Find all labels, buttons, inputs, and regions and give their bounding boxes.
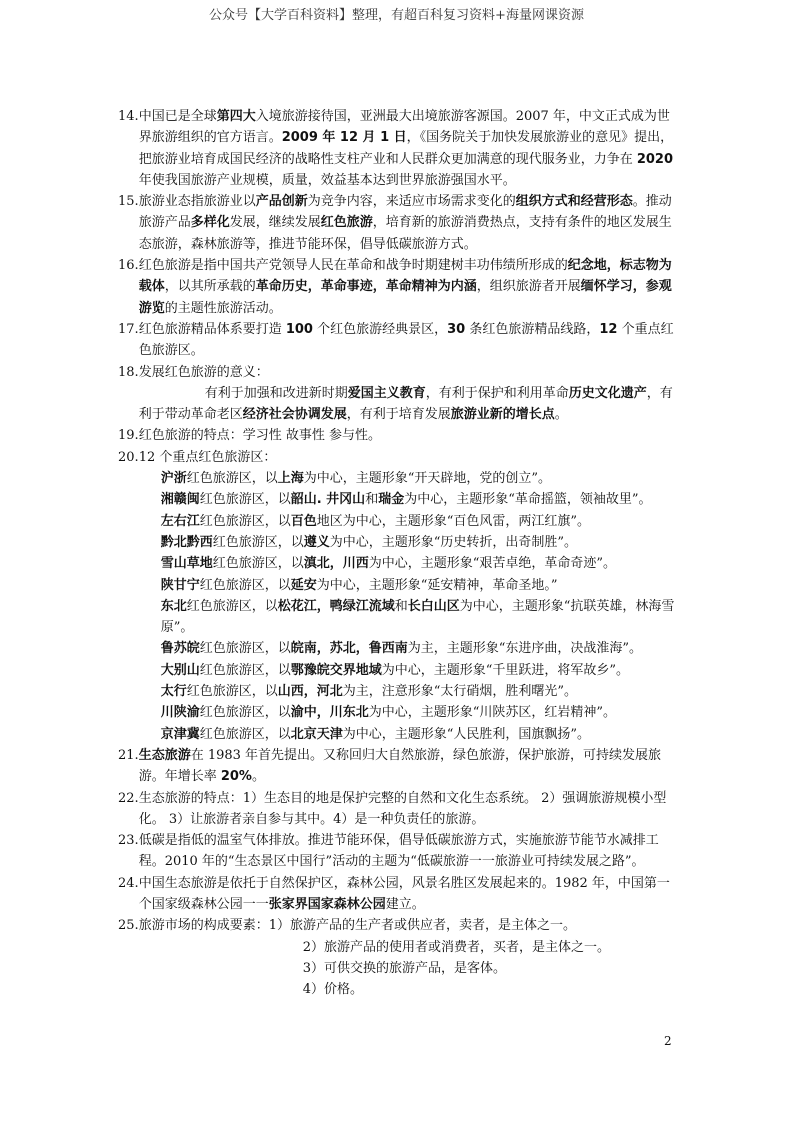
item-title: 12 个重点红色旅游区：	[138, 449, 277, 465]
zone-item: 左右江红色旅游区，以百色地区为中心，主题形象“百色风雷，两江红旗”。	[160, 513, 591, 529]
item-18	[118, 362, 678, 426]
document-body	[118, 106, 678, 1000]
element-line: 2）旅游产品的使用者或消费者，买者，是主体之一。	[302, 939, 610, 955]
item-20	[118, 447, 678, 745]
zone-item: 黔北黔西红色旅游区，以遵义为中心，主题形象“历史转折，出奇制胜”。	[160, 534, 578, 550]
zone-item: 东北红色旅游区，以松花江，鸭绿江流域和长白山区为中心，主题形象“抗联英雄，林海雪原”。	[160, 598, 675, 636]
item-23	[118, 830, 678, 873]
item-number: 24.	[118, 875, 139, 891]
item-16	[118, 255, 678, 319]
item-number: 23.	[118, 833, 139, 849]
item-22	[118, 788, 678, 831]
element-line: 4）价格。	[302, 982, 363, 998]
item-text: 旅游业态指旅游业以产品创新为竞争内容，来适应市场需求变化的组织方式和经营形态。推动旅游产品多样化发展，继续发展红色旅游，培育新的旅游消费热点，支持有条件的地区发展生态旅游，森林旅游等，推进节能环保，倡导低碳旅游方式。	[138, 194, 672, 252]
item-number: 20.	[118, 449, 139, 465]
item-number: 14.	[118, 109, 139, 124]
item-number: 19.	[118, 428, 139, 444]
zone-item: 陕甘宁红色旅游区，以延安为中心，主题形象“延安精神，革命圣地。”	[160, 577, 558, 593]
item-text: 中国已是全球第四大入境旅游接待国，亚洲最大出境旅游客源国。2007 年，中文正式成为世界旅游组织的官方语言。2009 年 12 月 1 日，《国务院关于加快发展旅游业的意见》提出，把旅游业培育成国民经济的战略性支柱产业和人民群众更加满意的现代服务业，力争在 2020 年使我国旅游产业规模，质量，效益基本达到世界旅游强国水平。	[138, 109, 674, 188]
item-number: 15.	[118, 194, 139, 210]
item-number: 21.	[118, 747, 139, 763]
item-text	[139, 362, 678, 426]
item-number: 16.	[118, 258, 139, 274]
zone-item: 太行红色旅游区，以山西，河北为主，注意形象“太行硝烟，胜利曙光”。	[160, 684, 578, 700]
zone-item: 鲁苏皖红色旅游区，以皖南，苏北，鲁西南为主，主题形象“东进序曲，决战淮海”。	[160, 641, 643, 657]
item-text: 中国生态旅游是依托于自然保护区，森林公园，风景名胜区发展起来的。1982 年，中国第一个国家级森林公园一一张家界国家森林公园建立。	[138, 875, 670, 912]
element-line: 3）可供交换的旅游产品，是客体。	[302, 960, 506, 976]
zone-item: 雪山草地红色旅游区，以滇北，川西为中心，主题形象“艰苦卓绝，革命奇迹”。	[160, 556, 617, 572]
zone-item: 沪浙红色旅游区，以上海为中心，主题形象“开天辟地，党的创立”。	[160, 471, 552, 487]
item-number: 17.	[118, 321, 139, 337]
item-number: 18.	[118, 364, 139, 380]
item-17	[118, 319, 678, 362]
item-text: 低碳是指低的温室气体排放。推进节能环保，倡导低碳旅游方式，实施旅游节能节水减排工程。2010 年的“生态景区中国行”活动的主题为“低碳旅游一一旅游业可持续发展之路”。	[138, 833, 659, 870]
item-15	[118, 191, 678, 255]
item-text: 红色旅游是指中国共产党领导人民在革命和战争时期建树丰功伟绩所形成的纪念地，标志物为载体，以其所承载的革命历史，革命事迹，革命精神为内涵，组织旅游者开展缅怀学习，参观游览的主题性旅游活动。	[138, 258, 672, 316]
item-text: 红色旅游的特点：学习性 故事性 参与性。	[138, 428, 381, 444]
page-number: 2	[664, 1034, 672, 1048]
zone-item: 湘赣闽红色旅游区，以韶山. 井冈山和瑞金为中心，主题形象“革命摇篮，领袖故里”。	[160, 492, 652, 508]
page-header: 公众号【大学百科资料】整理，有超百科复习资料+海量网课资源	[209, 8, 584, 23]
item-14	[118, 106, 678, 191]
item-text	[139, 915, 678, 1000]
item-24	[118, 873, 678, 916]
item-title-line: 旅游市场的构成要素：1）旅游产品的生产者或供应者，卖者，是主体之一。	[138, 918, 576, 934]
item-text: 红色旅游精品体系要打造 100 个红色旅游经典景区，30 条红色旅游精品线路，12 个重点红色旅游区。	[138, 321, 674, 359]
item-text: 生态旅游的特点：1）生态目的地是保护完整的自然和文化生态系统。 2）强调旅游规模小型化。 3）让旅游者亲自参与其中。4）是一种负责任的旅游。	[138, 790, 667, 827]
item-number: 22.	[118, 790, 139, 806]
zone-list	[139, 468, 678, 745]
item-25	[118, 915, 678, 1000]
zone-item: 川陕渝红色旅游区，以渝中，川东北为中心，主题形象“川陕苏区，红岩精神”。	[160, 705, 617, 721]
zone-item: 京津冀红色旅游区，以北京天津为中心，主题形象“人民胜利，国旗飘扬”。	[160, 726, 591, 742]
item-title: 发展红色旅游的意义：	[138, 364, 269, 380]
item-text	[139, 447, 678, 745]
item-21	[118, 745, 678, 788]
item-number: 25.	[118, 918, 139, 934]
item-text: 生态旅游在 1983 年首先提出。又称回归大自然旅游，绿色旅游，保护旅游，可持续发展旅游。年增长率 20%。	[138, 747, 662, 785]
item-paragraph: 有利于加强和改进新时期爱国主义教育，有利于保护和利用革命历史文化遗产，有利于带动革命老区经济社会协调发展，有利于培育发展旅游业新的增长点。	[138, 385, 673, 423]
zone-item: 大别山红色旅游区，以鄂豫皖交界地域为中心，主题形象“千里跃进，将军故乡”。	[160, 662, 630, 678]
item-19	[118, 425, 678, 446]
